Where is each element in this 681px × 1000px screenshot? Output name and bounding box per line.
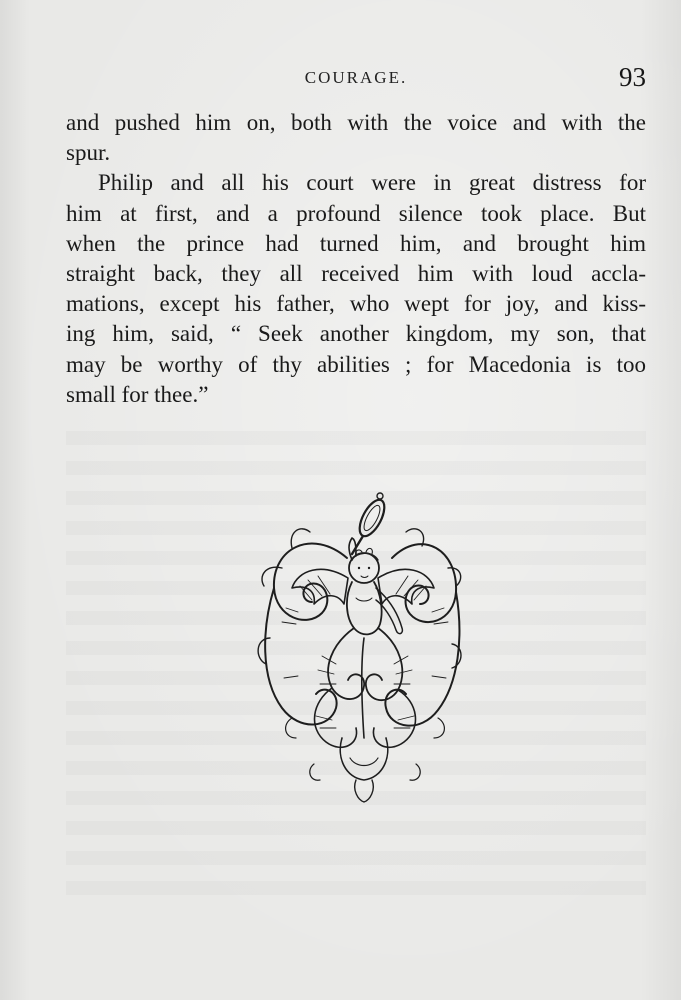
- text-line: and pushed him on, both with the voice and with the: [66, 110, 646, 135]
- text-line: mations, except his father, who wept for joy, and kiss-: [66, 291, 646, 317]
- cherub-scroll-ornament-icon: [252, 488, 464, 808]
- running-head: COURAGE.: [304, 68, 408, 87]
- text-line: may be worthy of thy abilities ; for Macedonia is too: [66, 351, 646, 377]
- body-text: [66, 108, 646, 410]
- page-header: [66, 62, 646, 96]
- text-line: spur.: [66, 140, 111, 166]
- text-line: straight back, they all received him with loud accla-: [66, 261, 646, 287]
- text-line: Philip and all his court were in great distress for: [98, 170, 646, 196]
- text-line: when the prince had turned him, and brought him: [66, 230, 646, 256]
- text-line: him at first, and a profound silence took place. But: [66, 200, 646, 226]
- page-number: 93: [619, 62, 646, 92]
- text-line: small for thee.”: [66, 381, 209, 407]
- text-line: ing him, said, “ Seek another kingdom, my son, that: [66, 321, 646, 347]
